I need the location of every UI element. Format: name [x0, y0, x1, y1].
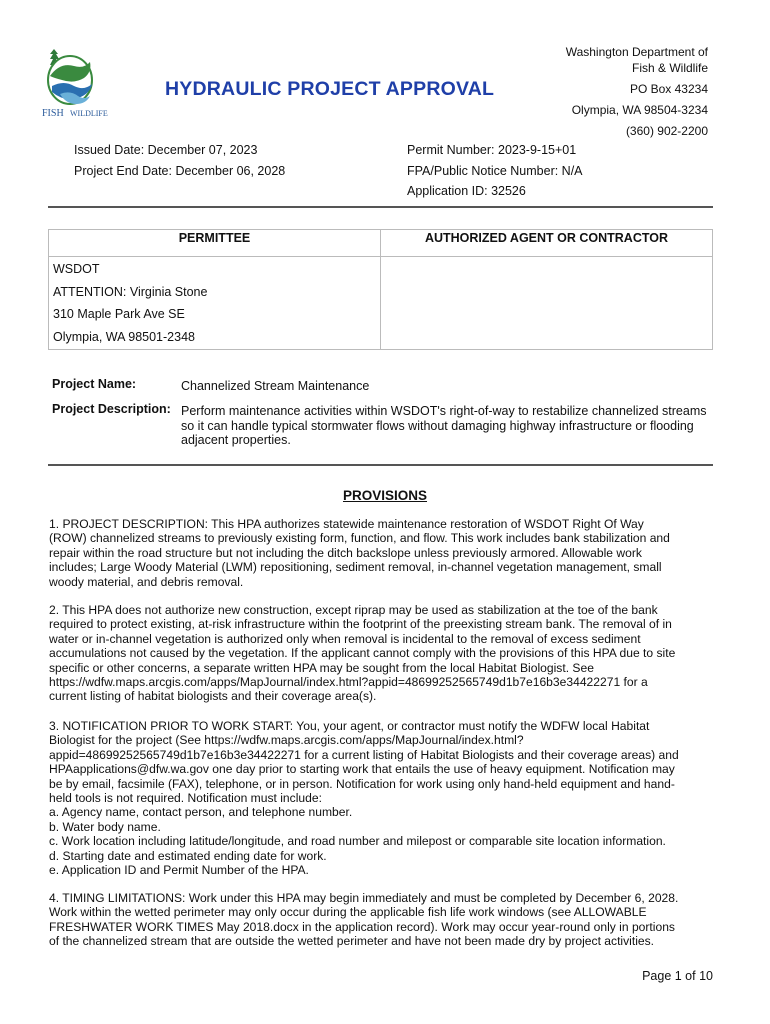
project-end-date: Project End Date: December 06, 2028	[74, 164, 286, 178]
agency-line: Washington Department of	[565, 45, 708, 59]
provision-line: FRESHWATER WORK TIMES May 2018.docx in the application record). Work may occur year-round only in portions	[49, 919, 675, 934]
description-line: adjacent properties.	[181, 433, 291, 447]
provision-line: HPAapplications@dfw.wa.gov one day prior to starting work that entails the use of heavy equipment. Notification may	[49, 762, 675, 777]
provision-line: required to protect existing, at-risk infrastructure within the footprint of the preexisting stream bank. The removal of in	[49, 617, 672, 632]
provision-line: 4. TIMING LIMITATIONS: Work under this HPA may begin immediately and must be completed by December 6, 2028.	[49, 891, 679, 905]
agency-line: (360) 902-2200	[625, 124, 708, 138]
provision-line: https://wdfw.maps.arcgis.com/apps/MapJournal/index.html?appid=48699252565749d1b7e16b3e34422271 for a	[49, 675, 648, 690]
provision-1	[49, 517, 709, 589]
provision-line: 1. PROJECT DESCRIPTION: This HPA authorizes statewide maintenance restoration of WSDOT Right Of Way	[49, 517, 644, 531]
project-name-label: Project Name:	[52, 377, 137, 391]
provision-line: specific or other concerns, a separate written HPA may be sought from the local Habitat Biologist. See	[49, 660, 594, 675]
fpa-notice-number: FPA/Public Notice Number: N/A	[407, 164, 583, 178]
provision-line: a. Agency name, contact person, and telephone number.	[49, 805, 353, 820]
permittee-line: 310 Maple Park Ave SE	[53, 307, 185, 321]
agency-line: Fish & Wildlife	[631, 61, 708, 75]
project-name-value: Channelized Stream Maintenance	[181, 379, 370, 393]
provision-line: d. Starting date and estimated ending date for work.	[49, 848, 327, 863]
provision-line: (ROW) channelized streams to previously existing form, function, and flow. This work includes bank stabilization and	[49, 531, 670, 546]
wdfw-logo	[40, 46, 112, 120]
provision-line: woody material, and debris removal.	[49, 574, 244, 589]
provision-line: Work within the wetted perimeter may only occur during the applicable fish life work windows (see ALLOWABLE	[49, 905, 647, 920]
provision-line: 3. NOTIFICATION PRIOR TO WORK START: You, your agent, or contractor must notify the WDFW local Habitat	[49, 719, 650, 733]
provision-line: c. Work location including latitude/longitude, and road number and milepost or comparable site location information.	[49, 834, 666, 849]
description-line: Perform maintenance activities within WSDOT's right-of-way to restabilize channelized streams	[181, 404, 707, 418]
project-description-value	[181, 404, 721, 448]
provision-3	[49, 719, 709, 877]
agent-header: AUTHORIZED AGENT OR CONTRACTOR	[381, 230, 713, 257]
provision-line: repair within the road structure but not including the ditch backslope unless previously armored. Allowable work	[49, 545, 642, 560]
agency-line: Olympia, WA 98504-3234	[571, 103, 708, 117]
issued-date: Issued Date: December 07, 2023	[74, 143, 258, 157]
permittee-header: PERMITTEE	[49, 230, 381, 257]
parties-table	[48, 229, 713, 350]
provision-line: be by email, facsimile (FAX), telephone, or in person. Notification for work using only hand-held equipment and hand-	[49, 776, 675, 791]
agency-address	[566, 44, 708, 139]
permittee-line: ATTENTION: Virginia Stone	[53, 284, 208, 299]
provision-2	[49, 603, 709, 704]
provision-line: includes; Large Woody Material (LWM) repositioning, sediment removal, in-channel vegetation management, small	[49, 560, 662, 575]
description-line: so it can handle typical stormwater flows without damaging highway infrastructure or flooding	[181, 418, 694, 433]
permittee-line: WSDOT	[53, 262, 100, 276]
agency-line: PO Box 43234	[629, 82, 708, 96]
provision-4	[49, 891, 709, 949]
divider	[48, 206, 713, 208]
document-title: HYDRAULIC PROJECT APPROVAL	[165, 78, 495, 100]
provision-line: 2. This HPA does not authorize new construction, except riprap may be used as stabilization at the toe of the bank	[49, 603, 658, 617]
provision-line: b. Water body name.	[49, 819, 161, 834]
provision-line: accumulations not caused by the vegetation. If the applicant cannot comply with the provisions of this HPA due to site	[49, 646, 676, 661]
project-description-label: Project Description:	[52, 402, 171, 416]
logo-caption-wildlife: WILDLIFE	[70, 109, 108, 118]
permit-number: Permit Number: 2023-9-15+01	[407, 143, 577, 157]
provision-line: current listing of habitat biologists and their coverage area(s).	[49, 689, 377, 704]
provision-line: water or in-channel vegetation is authorized only when removal is incidental to the removal of excess sediment	[49, 631, 641, 646]
agent-cell	[381, 257, 713, 350]
divider	[48, 464, 713, 466]
permittee-cell	[49, 257, 381, 350]
application-id: Application ID: 32526	[407, 184, 526, 198]
provision-line: of the channelized stream that are outside the wetted perimeter and have not been made dry by project activities.	[49, 934, 655, 949]
provision-line: appid=48699252565749d1b7e16b3e34422271 for a current listing of Habitat Biologists and their coverage areas) and	[49, 747, 679, 762]
logo-caption-fish: FISH	[42, 108, 64, 119]
provision-line: e. Application ID and Permit Number of the HPA.	[49, 863, 309, 878]
provision-line: Biologist for the project (See https://wdfw.maps.arcgis.com/apps/MapJournal/index.html?	[49, 733, 524, 748]
page-number: Page 1 of 10	[642, 969, 713, 983]
provision-line: held tools is not required. Notification must include:	[49, 791, 322, 806]
permittee-line: Olympia, WA 98501-2348	[53, 329, 195, 344]
provisions-heading: PROVISIONS	[342, 488, 428, 503]
